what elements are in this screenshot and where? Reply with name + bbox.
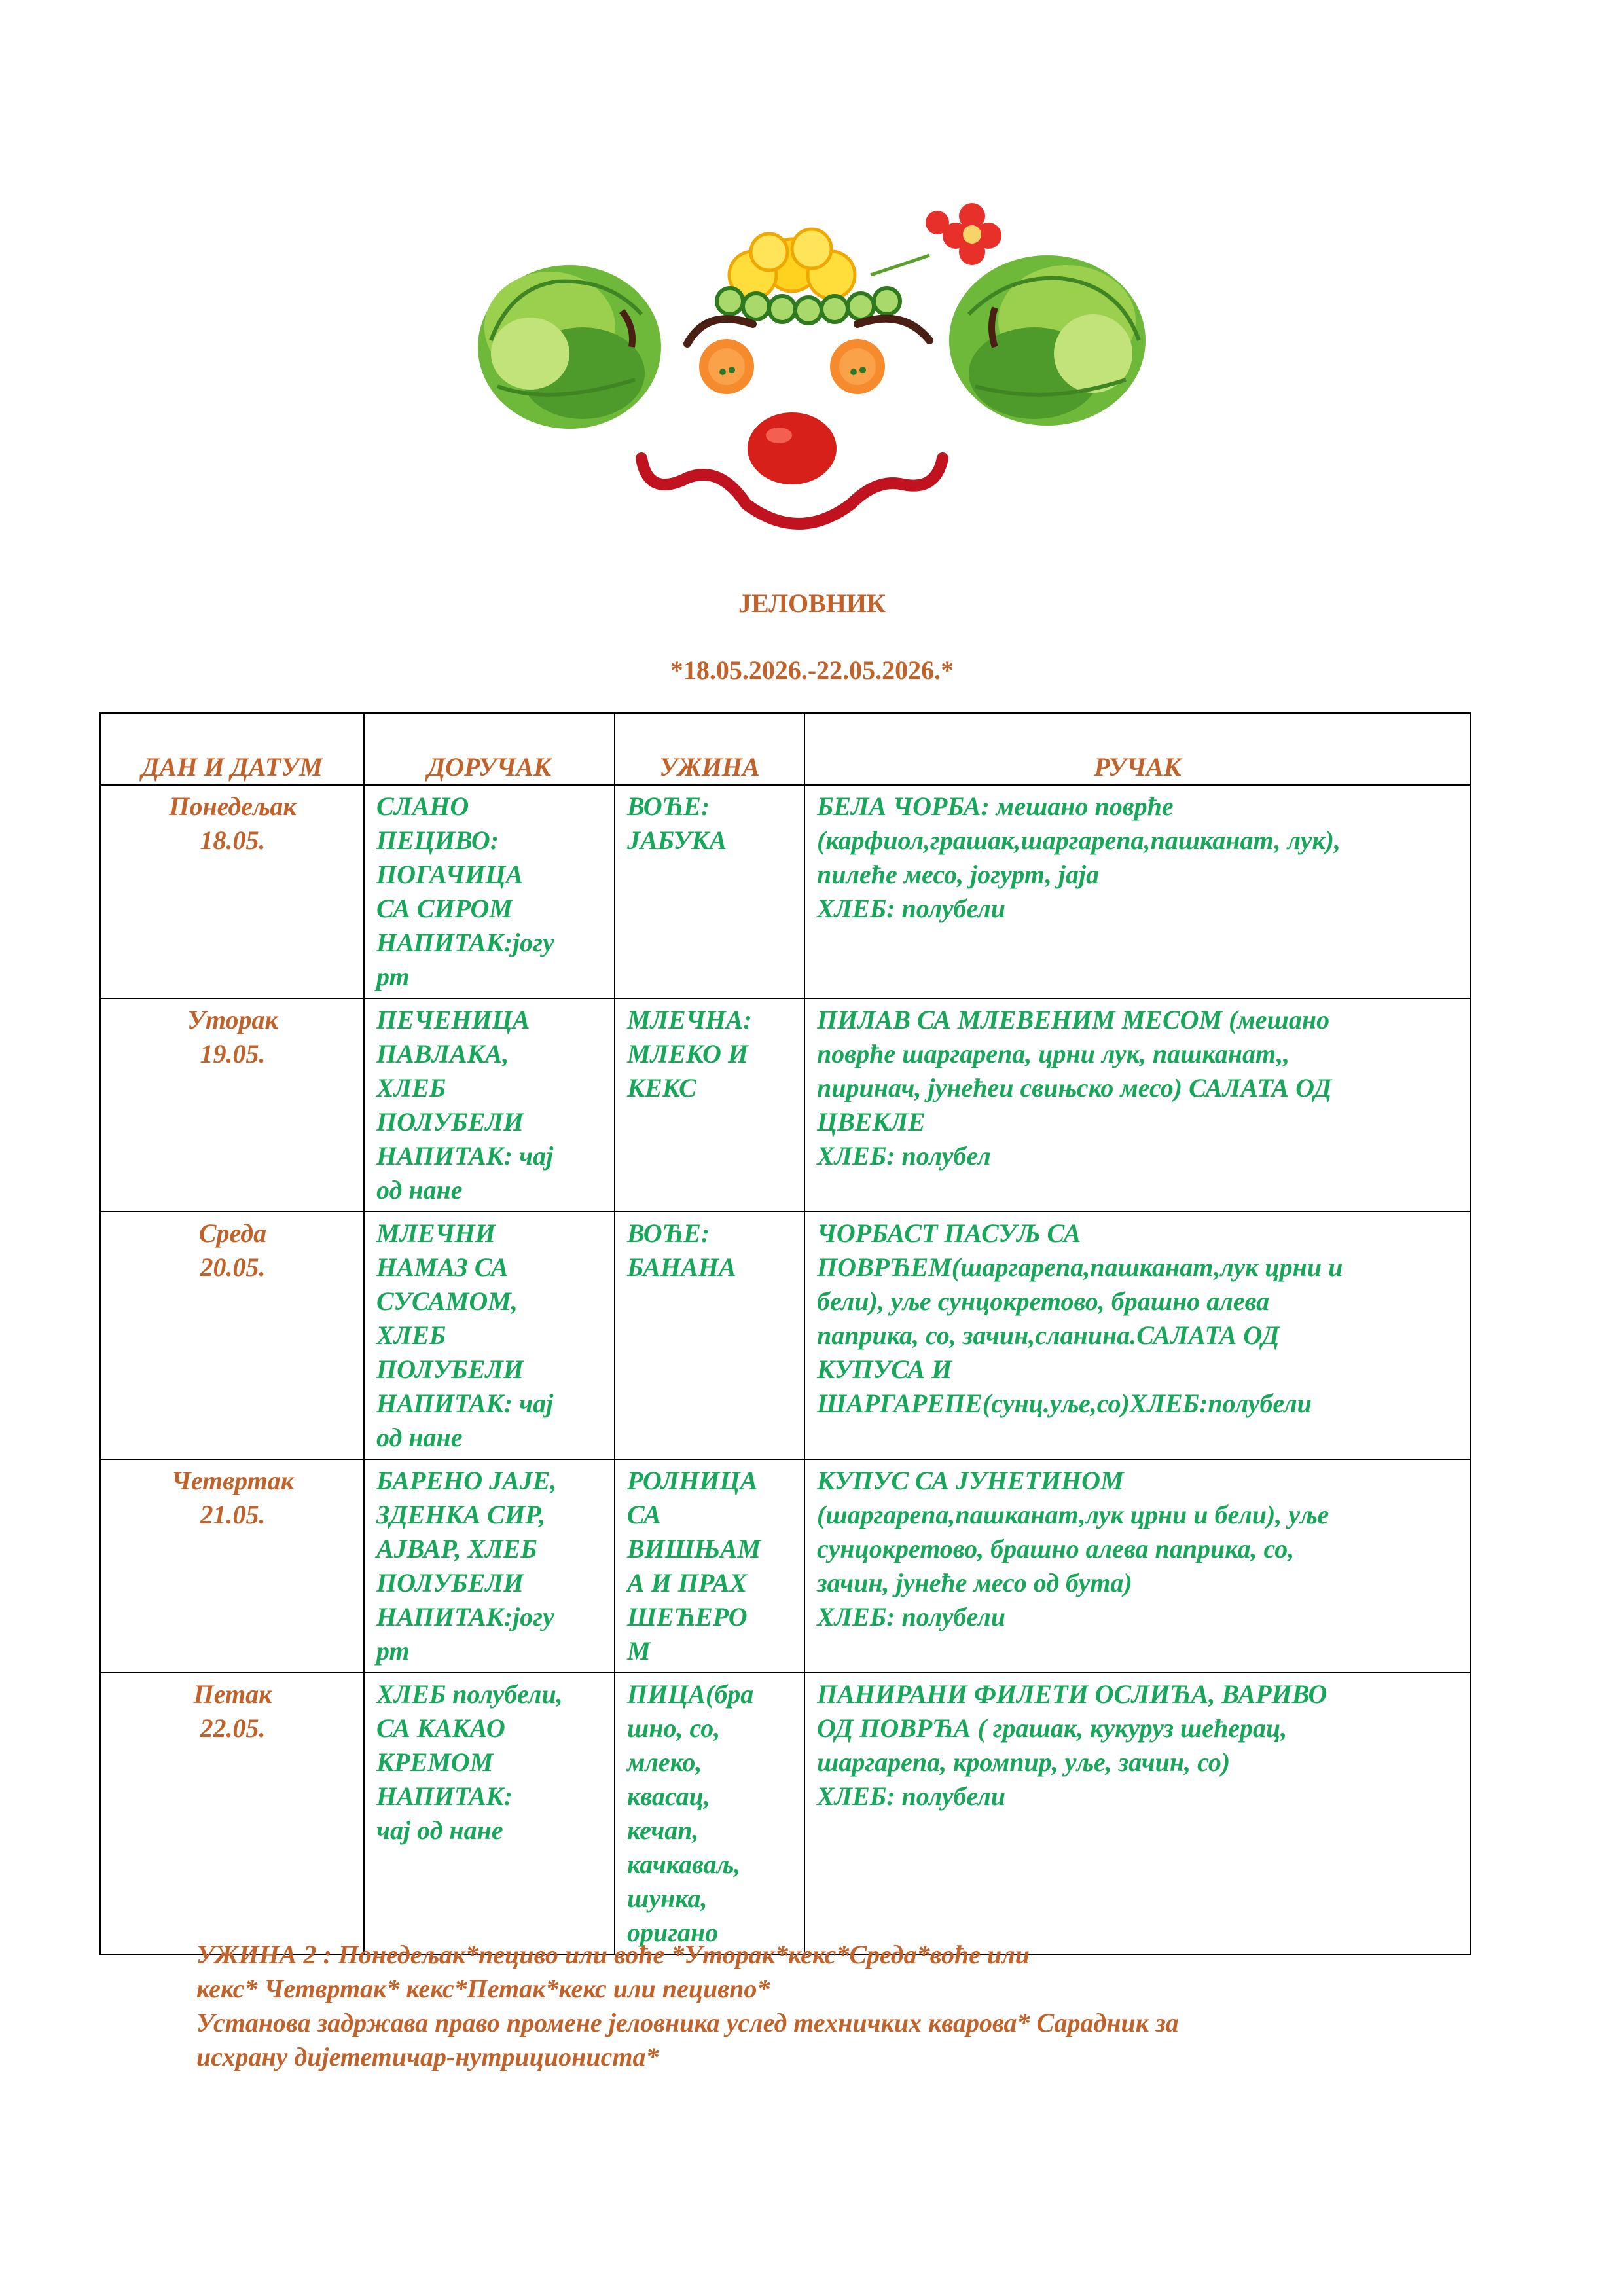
breakfast-line: ПОГАЧИЦА xyxy=(376,860,524,889)
lunch-line: пилеће месо, јогурт, јаја xyxy=(817,860,1100,889)
breakfast-cell xyxy=(364,1673,615,1954)
lunch-line: ПАНИРАНИ ФИЛЕТИ ОСЛИЋА, ВАРИВО xyxy=(817,1679,1327,1709)
breakfast-cell xyxy=(364,1212,615,1459)
eyebrow-right xyxy=(857,319,929,340)
breakfast-line: СЛАНО xyxy=(376,792,469,821)
breakfast-line: ЗДЕНКА СИР, xyxy=(376,1500,545,1529)
table-row xyxy=(100,785,1471,998)
lunch-line: КУПУС СА ЈУНЕТИНОМ xyxy=(817,1466,1124,1495)
header-day: ДАН И ДАТУМ xyxy=(100,713,364,785)
breakfast-line: СУСАМОМ, xyxy=(376,1286,518,1316)
table-row xyxy=(100,1673,1471,1954)
lunch-line: бели), уље сунцокретово, брашно алева xyxy=(817,1286,1270,1316)
lunch-line: поврће шаргарепа, црни лук, пашканат,, xyxy=(817,1039,1290,1068)
breakfast-line: ПОЛУБЕЛИ xyxy=(376,1107,524,1137)
header-lunch: РУЧАК xyxy=(804,713,1471,785)
breakfast-line: ПАВЛАКА, xyxy=(376,1039,509,1068)
carrot-eye-right xyxy=(830,339,885,394)
lunch-line: ЧОРБАСТ ПАСУЉ СА xyxy=(817,1218,1081,1248)
snack-line: ШЕЋЕРО xyxy=(627,1602,748,1631)
snack-line: кечап, xyxy=(627,1815,699,1845)
breakfast-line: ПОЛУБЕЛИ xyxy=(376,1355,524,1384)
lunch-line: ШАРГАРЕПЕ(сунц.уље,со)ХЛЕБ:полубели xyxy=(817,1389,1312,1418)
breakfast-line: НАМАЗ СА xyxy=(376,1252,509,1282)
lettuce-right xyxy=(949,255,1146,426)
vegetable-clown-image xyxy=(471,190,1152,583)
breakfast-line: од нане xyxy=(376,1423,463,1452)
day-cell xyxy=(100,785,364,998)
menu-body xyxy=(100,785,1471,1954)
day-date: 19.05. xyxy=(200,1039,266,1068)
lunch-line: ПОВРЋЕМ(шаргарепа,пашканат,лук црни и xyxy=(817,1252,1343,1282)
breakfast-line: СА КАКАО xyxy=(376,1713,505,1743)
breakfast-line: БАРЕНО ЈАЈЕ, xyxy=(376,1466,557,1495)
menu-table xyxy=(99,712,1471,1955)
lunch-line: КУПУСА И xyxy=(817,1355,952,1384)
breakfast-line: КРЕМОМ xyxy=(376,1747,494,1777)
breakfast-line: СА СИРОМ xyxy=(376,894,513,923)
lunch-cell xyxy=(804,1212,1471,1459)
snack-line: А И ПРАХ xyxy=(627,1568,748,1597)
lunch-line: паприка, со, зачин,сланина.САЛАТА ОД xyxy=(817,1321,1280,1350)
lunch-line: (карфиол,грашак,шаргарепа,пашканат, лук), xyxy=(817,826,1341,855)
lunch-line: зачин, јунеће месо од бута) xyxy=(817,1568,1132,1597)
breakfast-line: ПОЛУБЕЛИ xyxy=(376,1568,524,1597)
snack-cell xyxy=(615,785,804,998)
snack-line: СА xyxy=(627,1500,661,1529)
breakfast-line: МЛЕЧНИ xyxy=(376,1218,496,1248)
lunch-line: сунцокретово, брашно алева паприка, со, xyxy=(817,1534,1295,1563)
breakfast-line: ПЕЦИВО: xyxy=(376,826,499,855)
lunch-cell xyxy=(804,785,1471,998)
snack-cell xyxy=(615,1212,804,1459)
tomato-nose xyxy=(748,412,837,484)
snack-line: МЛЕКО И xyxy=(627,1039,748,1068)
strawberry-flower xyxy=(871,203,1001,275)
table-row xyxy=(100,1459,1471,1673)
lunch-line: БЕЛА ЧОРБА: мешано поврће xyxy=(817,792,1174,821)
breakfast-line: рт xyxy=(376,962,410,991)
breakfast-line: НАПИТАК:јогу xyxy=(376,1602,554,1631)
day-date: 22.05. xyxy=(200,1713,266,1743)
breakfast-cell xyxy=(364,785,615,998)
lunch-line: ОД ПОВРЋА ( грашак, кукуруз шећерац, xyxy=(817,1713,1288,1743)
lunch-cell xyxy=(804,1459,1471,1673)
breakfast-line: чај од нане xyxy=(376,1815,503,1845)
lunch-line: пиринач, јунећеи свињско месо) САЛАТА ОД xyxy=(817,1073,1332,1102)
lunch-line: ХЛЕБ: полубели xyxy=(817,1781,1006,1811)
lunch-line: шаргарепа, кромпир, уље, зачин, со) xyxy=(817,1747,1231,1777)
snack-line: качкаваљ, xyxy=(627,1850,740,1879)
snack-line: ЈАБУКА xyxy=(627,826,727,855)
lunch-cell xyxy=(804,1673,1471,1954)
lunch-line: ХЛЕБ: полубели xyxy=(817,894,1006,923)
lunch-line: ХЛЕБ: полубели xyxy=(817,1602,1006,1631)
day-cell xyxy=(100,1673,364,1954)
snack-cell xyxy=(615,1459,804,1673)
carrot-eye-left xyxy=(699,339,754,394)
snack-line: ПИЦА(бра xyxy=(627,1679,754,1709)
breakfast-cell xyxy=(364,998,615,1212)
snack-line: квасац, xyxy=(627,1781,710,1811)
table-row xyxy=(100,998,1471,1212)
header-snack: УЖИНА xyxy=(615,713,804,785)
lemon-hat xyxy=(729,229,855,299)
snack-line: РОЛНИЦА xyxy=(627,1466,758,1495)
table-row xyxy=(100,1212,1471,1459)
header-breakfast: ДОРУЧАК xyxy=(364,713,615,785)
day-name: Уторак xyxy=(187,1005,278,1034)
breakfast-line: ХЛЕБ xyxy=(376,1073,446,1102)
day-name: Среда xyxy=(198,1218,267,1248)
day-cell xyxy=(100,1459,364,1673)
snack-line: КЕКС xyxy=(627,1073,696,1102)
date-range: *18.05.2026.-22.05.2026.* xyxy=(670,655,954,685)
breakfast-line: рт xyxy=(376,1636,410,1666)
breakfast-cell xyxy=(364,1459,615,1673)
lunch-line: ЦВЕКЛЕ xyxy=(817,1107,926,1137)
lunch-line: (шаргарепа,пашканат,лук црни и бели), уље xyxy=(817,1500,1329,1529)
footer-line: УЖИНА 2 : Понедељак*пециво или воће *Уторак*кекс*Среда*воће или xyxy=(196,1940,1030,1969)
day-cell xyxy=(100,1212,364,1459)
snack-line: ВИШЊАМ xyxy=(627,1534,761,1563)
snack-cell xyxy=(615,998,804,1212)
breakfast-line: НАПИТАК: xyxy=(376,1781,513,1811)
footer-notes xyxy=(196,1938,1440,2074)
snack-line: оригано xyxy=(627,1918,719,1947)
day-date: 20.05. xyxy=(200,1252,266,1282)
breakfast-line: од нане xyxy=(376,1175,463,1205)
breakfast-line: НАПИТАК: чај xyxy=(376,1141,554,1171)
footer-line: исхрану дијететичар-нутрициониста* xyxy=(196,2042,659,2071)
footer-line: кекс* Четвртак* кекс*Петак*кекс или пецивпо* xyxy=(196,1974,770,2003)
snack-line: млеко, xyxy=(627,1747,702,1777)
day-name: Понедељак xyxy=(169,792,297,821)
snack-line: БАНАНА xyxy=(627,1252,736,1282)
lunch-line: ХЛЕБ: полубел xyxy=(817,1141,991,1171)
breakfast-line: ПЕЧЕНИЦА xyxy=(376,1005,530,1034)
day-cell xyxy=(100,998,364,1212)
breakfast-line: АЈВАР, ХЛЕБ xyxy=(376,1534,537,1563)
snack-line: шно, со, xyxy=(627,1713,721,1743)
footer-line: Установа задржава право промене јеловника услед техничких кварова* Сарадник за xyxy=(196,2008,1179,2037)
breakfast-line: НАПИТАК:јогу xyxy=(376,928,554,957)
day-date: 18.05. xyxy=(200,826,266,855)
day-date: 21.05. xyxy=(200,1500,266,1529)
lunch-cell xyxy=(804,998,1471,1212)
breakfast-line: НАПИТАК: чај xyxy=(376,1389,554,1418)
page-title: ЈЕЛОВНИК xyxy=(738,589,886,618)
header-row xyxy=(100,713,1471,785)
day-name: Петак xyxy=(193,1679,272,1709)
snack-line: шунка, xyxy=(627,1884,708,1913)
breakfast-line: ХЛЕБ полубели, xyxy=(376,1679,563,1709)
lunch-line: ПИЛАВ СА МЛЕВЕНИМ МЕСОМ (мешано xyxy=(817,1005,1330,1034)
snack-line: ВОЋЕ: xyxy=(627,1218,710,1248)
snack-line: ВОЋЕ: xyxy=(627,792,710,821)
snack-line: М xyxy=(627,1636,651,1666)
breakfast-line: ХЛЕБ xyxy=(376,1321,446,1350)
day-name: Четвртак xyxy=(171,1466,294,1495)
snack-cell xyxy=(615,1673,804,1954)
snack-line: МЛЕЧНА: xyxy=(627,1005,752,1034)
